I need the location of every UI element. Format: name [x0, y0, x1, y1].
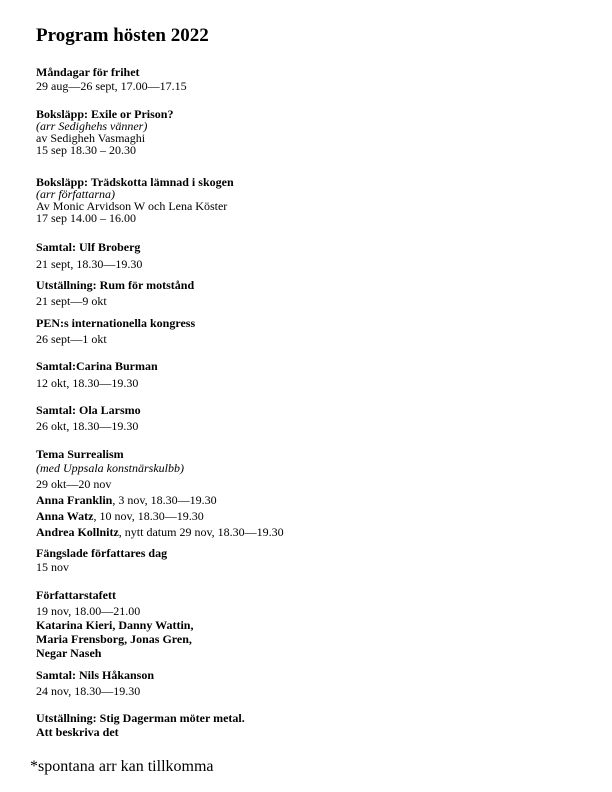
sub-event-detail: , 3 nov, 18.30—19.30 — [112, 493, 217, 507]
event-title: Samtal: Ola Larsmo — [36, 403, 141, 417]
event-title: Boksläpp: Trädskotta lämnad i skogen — [36, 175, 234, 189]
sub-event — [36, 494, 217, 506]
event-date: 21 sept—9 okt — [36, 294, 107, 308]
event-title: PEN:s internationella kongress — [36, 316, 196, 330]
event-title: Fängslade författares dag — [36, 546, 168, 560]
event-author: Av Monic Arvidson W och Lena Köster — [36, 199, 228, 213]
event-date: 29 okt—20 nov — [36, 477, 112, 491]
event-title: Författarstafett — [36, 588, 116, 602]
event-date: 29 aug—26 sept, 17.00—17.15 — [36, 79, 187, 93]
event-date: 21 sept, 18.30—19.30 — [36, 257, 143, 271]
event-date: 19 nov, 18.00—21.00 — [36, 604, 141, 618]
event-subtitle: Att beskriva det — [36, 725, 119, 739]
event-date: 12 okt, 18.30—19.30 — [36, 376, 139, 390]
sub-event-detail: , 10 nov, 18.30—19.30 — [93, 509, 204, 523]
participant-line: Katarina Kieri, Danny Wattin, — [36, 618, 194, 632]
participant-line: Negar Naseh — [36, 646, 102, 660]
event-title: Samtal:Carina Burman — [36, 359, 158, 373]
page-title: Program hösten 2022 — [36, 25, 209, 46]
event-title: Utställning: Rum för motstånd — [36, 278, 195, 292]
event-organizer: (arr Sedighehs vänner) — [36, 119, 148, 133]
sub-event-name: Anna Franklin — [36, 493, 113, 507]
sub-event-name: Anna Watz — [36, 509, 94, 523]
event-date: 26 okt, 18.30—19.30 — [36, 419, 139, 433]
event-title: Tema Surrealism — [36, 447, 124, 461]
event-date: 15 nov — [36, 560, 69, 574]
participant-line: Maria Frensborg, Jonas Gren, — [36, 632, 192, 646]
event-date: 17 sep 14.00 – 16.00 — [36, 211, 136, 225]
event-title: Samtal: Ulf Broberg — [36, 240, 141, 254]
sub-event — [36, 526, 284, 538]
event-organizer: (med Uppsala konstnärskulbb) — [36, 461, 184, 475]
event-date: 26 sept—1 okt — [36, 332, 107, 346]
sub-event-detail: , nytt datum 29 nov, 18.30—19.30 — [118, 525, 284, 539]
event-author: av Sedigheh Vasmaghi — [36, 131, 146, 145]
sub-event — [36, 510, 204, 522]
event-date: 15 sep 18.30 – 20.30 — [36, 143, 136, 157]
sub-event-name: Andrea Kollnitz — [36, 525, 119, 539]
event-organizer: (arr författarna) — [36, 187, 116, 201]
event-title: Boksläpp: Exile or Prison? — [36, 107, 174, 121]
event-date: 24 nov, 18.30—19.30 — [36, 684, 141, 698]
event-title: Utställning: Stig Dagerman möter metal. — [36, 711, 245, 725]
footnote: *spontana arr kan tillkomma — [30, 758, 214, 775]
event-title: Måndagar för frihet — [36, 65, 140, 79]
event-title: Samtal: Nils Håkanson — [36, 668, 155, 682]
